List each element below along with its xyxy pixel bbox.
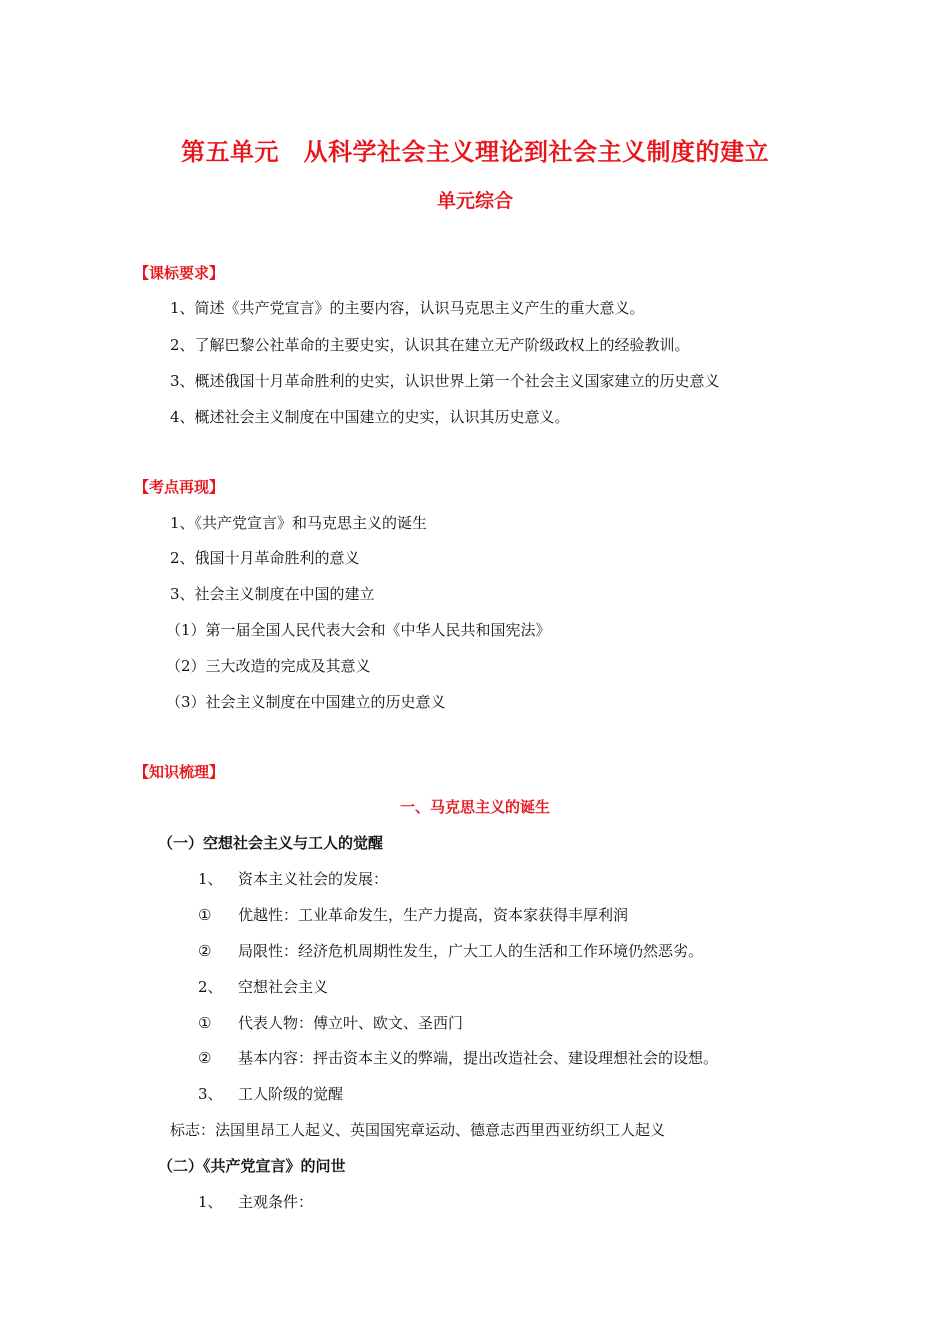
knowledge-line <box>198 1083 343 1104</box>
line-text: 局限性：经济危机周期性发生，广大工人的生活和工作环境仍然恶劣。 <box>238 942 704 960</box>
part-title: 一、马克思主义的诞生 <box>399 798 550 816</box>
knowledge-line <box>198 1047 718 1068</box>
standards-item: 4、概述社会主义制度在中国建立的史实，认识其历史意义。 <box>170 408 570 426</box>
exam-point-item: 1、《共产党宣言》和马克思主义的诞生 <box>170 514 428 532</box>
subsection-heading: （一）空想社会主义与工人的觉醒 <box>158 834 384 852</box>
line-number: 2、 <box>198 978 223 996</box>
line-number: 1、 <box>198 1193 223 1211</box>
knowledge-line <box>198 868 388 889</box>
line-number: 1、 <box>198 870 223 888</box>
exam-point-subitem: （1）第一届全国人民代表大会和《中华人民共和国宪法》 <box>166 621 551 639</box>
line-text: 资本主义社会的发展： <box>238 870 389 888</box>
exam-point-item: 2、俄国十月革命胜利的意义 <box>170 549 360 567</box>
line-text: 主观条件： <box>238 1193 314 1211</box>
standards-item: 1、简述《共产党宣言》的主要内容，认识马克思主义产生的重大意义。 <box>170 299 645 317</box>
line-text: 优越性：工业革命发生，生产力提高，资本家获得丰厚利润 <box>238 906 629 924</box>
line-text: 空想社会主义 <box>238 978 329 996</box>
section-heading-knowledge: 【知识梳理】 <box>134 763 225 781</box>
section-heading-standards: 【课标要求】 <box>134 264 225 282</box>
standards-item: 2、了解巴黎公社革命的主要史实，认识其在建立无产阶级政权上的经验教训。 <box>170 336 690 354</box>
page-title: 第五单元 从科学社会主义理论到社会主义制度的建立 <box>181 138 769 166</box>
knowledge-line <box>198 976 328 997</box>
knowledge-line <box>198 904 628 925</box>
line-text: 工人阶级的觉醒 <box>238 1085 344 1103</box>
exam-point-subitem: （2）三大改造的完成及其意义 <box>166 657 371 675</box>
knowledge-line <box>198 940 703 961</box>
section-heading-exam-points: 【考点再现】 <box>134 478 225 496</box>
line-text: 代表人物：傅立叶、欧文、圣西门 <box>238 1014 464 1032</box>
line-number: ① <box>198 906 212 924</box>
line-number: 3、 <box>198 1085 223 1103</box>
line-number: ② <box>198 942 212 960</box>
knowledge-line <box>198 1012 463 1033</box>
exam-point-item: 3、社会主义制度在中国的建立 <box>170 585 375 603</box>
knowledge-line <box>198 1191 313 1212</box>
standards-item: 3、概述俄国十月革命胜利的史实，认识世界上第一个社会主义国家建立的历史意义 <box>170 372 720 390</box>
page-subtitle: 单元综合 <box>436 190 513 212</box>
line-text: 基本内容：抨击资本主义的弊端，提出改造社会、建设理想社会的设想。 <box>238 1049 719 1067</box>
mark-line: 标志：法国里昂工人起义、英国国宪章运动、德意志西里西亚纺织工人起义 <box>170 1121 666 1139</box>
exam-point-subitem: （3）社会主义制度在中国建立的历史意义 <box>166 693 446 711</box>
subsection-heading: （二）《共产党宣言》的问世 <box>158 1157 346 1175</box>
line-number: ① <box>198 1014 212 1032</box>
line-number: ② <box>198 1049 212 1067</box>
